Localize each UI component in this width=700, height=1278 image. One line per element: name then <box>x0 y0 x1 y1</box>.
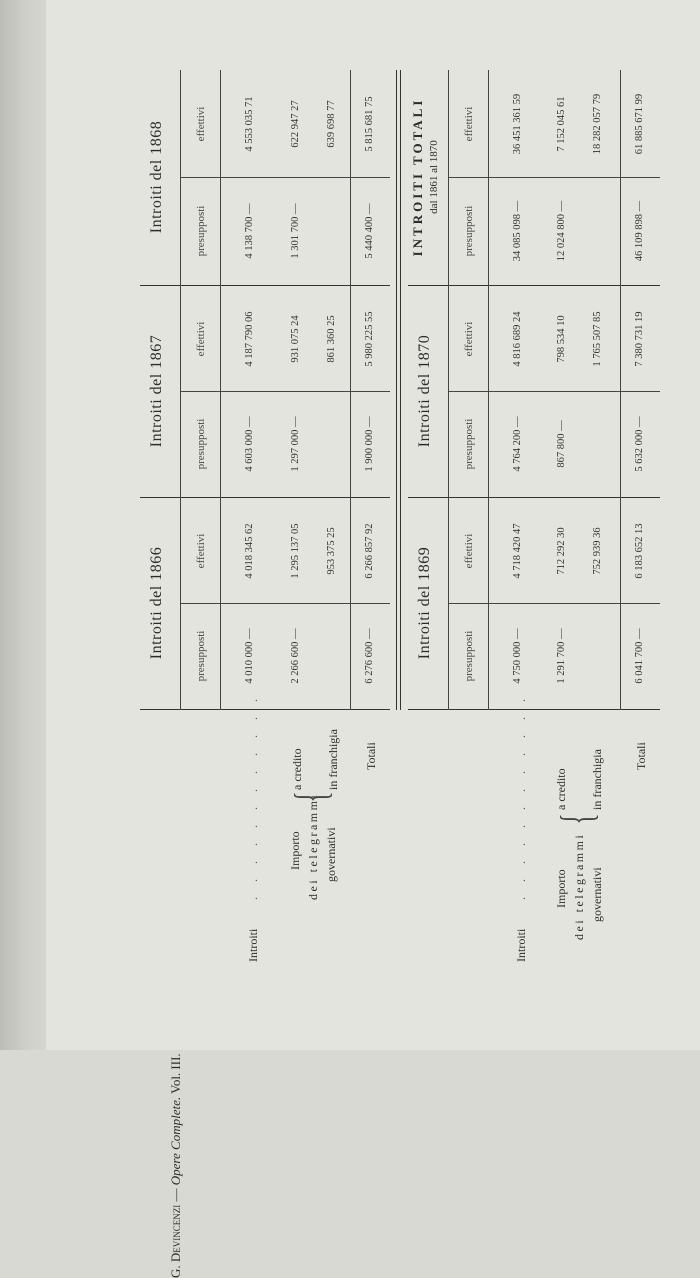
cell-introiti-presupposti: 4 138 700 — <box>244 203 255 259</box>
group-subtitle: dal 1861 al 1870 <box>428 140 440 214</box>
subheader-presupposti: presupposti <box>463 630 475 682</box>
cell-credito-presupposti: 1 297 000 — <box>290 416 301 472</box>
table-separator <box>396 70 401 710</box>
cell-totali-effettivi: 61 885 671 99 <box>634 93 645 155</box>
cell-credito-effettivi: 712 292 30 <box>556 527 567 575</box>
label-governativi: governativi <box>324 827 338 882</box>
subheader-rule <box>220 70 221 710</box>
subheader-presupposti: presupposti <box>463 205 475 257</box>
cell-totali-effettivi: 5 815 681 75 <box>364 96 375 152</box>
label-totali: Totali <box>634 742 648 770</box>
subheader-rule <box>488 70 489 710</box>
cell-totali-effettivi: 6 266 857 92 <box>364 523 375 579</box>
footer-dash: — <box>168 1188 183 1202</box>
cell-franchigia-effettivi: 1 765 507 85 <box>592 311 603 367</box>
label-in-franchigia: in franchigia <box>326 729 340 790</box>
cell-introiti-effettivi: 4 553 035 71 <box>244 96 255 152</box>
cell-totali-presupposti: 46 109 898 — <box>634 200 645 262</box>
subheader-effettivi: effettivi <box>195 533 207 569</box>
group-title: Introiti del 1868 <box>148 120 165 234</box>
subheader-effettivi: effettivi <box>463 106 475 142</box>
cell-franchigia-effettivi: 752 939 36 <box>592 527 603 575</box>
cell-franchigia-effettivi: 18 282 057 79 <box>592 93 603 155</box>
brace-icon: { <box>285 791 336 803</box>
cell-totali-presupposti: 5 440 400 — <box>364 203 375 259</box>
group-title: INTROITI TOTALI <box>410 97 425 257</box>
cell-credito-presupposti: 867 800 — <box>556 420 567 468</box>
label-a-credito: a credito <box>554 768 568 810</box>
cell-introiti-effettivi: 36 451 361 59 <box>512 93 523 155</box>
cell-introiti-effettivi: 4 187 790 06 <box>244 311 255 367</box>
subheader-presupposti: presupposti <box>195 418 207 470</box>
cell-credito-presupposti: 12 024 800 — <box>556 200 567 262</box>
cell-credito-effettivi: 7 152 045 61 <box>556 96 567 152</box>
label-importo: Importo <box>554 869 568 908</box>
group-title: Introiti del 1866 <box>148 546 165 660</box>
group-title: Introiti del 1870 <box>416 334 433 448</box>
cell-franchigia-effettivi: 861 360 25 <box>326 315 337 363</box>
label-introiti: Introiti <box>246 928 260 962</box>
leader-dots: . . . . . . . . . . . . <box>514 693 528 900</box>
header-rule <box>180 70 181 710</box>
rotated-table-area <box>140 70 660 970</box>
group-title: Introiti del 1867 <box>148 334 165 448</box>
label-totali: Totali <box>364 742 378 770</box>
cell-credito-presupposti: 1 301 700 — <box>290 203 301 259</box>
subheader-effettivi: effettivi <box>195 106 207 142</box>
label-governativi: governativi <box>590 867 604 922</box>
footer-volume: Vol. III. <box>168 1053 183 1094</box>
cell-totali-presupposti: 5 632 000 — <box>634 416 645 472</box>
cell-totali-effettivi: 7 380 731 19 <box>634 311 645 367</box>
row-labels <box>140 693 390 970</box>
header-rule <box>448 70 449 710</box>
cell-franchigia-effettivi: 639 698 77 <box>326 100 337 148</box>
cell-totali-effettivi: 5 980 225 55 <box>364 311 375 367</box>
group-title: Introiti del 1869 <box>416 546 433 660</box>
cell-credito-effettivi: 798 534 10 <box>556 315 567 363</box>
cell-introiti-effettivi: 4 718 420 47 <box>512 523 523 579</box>
cell-credito-effettivi: 931 075 24 <box>290 315 301 363</box>
subheader-effettivi: effettivi <box>463 533 475 569</box>
cell-credito-presupposti: 1 291 700 — <box>556 628 567 684</box>
subheader-presupposti: presupposti <box>463 418 475 470</box>
cell-totali-presupposti: 6 041 700 — <box>634 628 645 684</box>
cell-totali-presupposti: 1 900 000 — <box>364 416 375 472</box>
leader-dots: . . . . . . . . . . . . <box>246 693 260 900</box>
label-in-franchigia: in franchigia <box>590 749 604 810</box>
footer-author: G. Devincenzi <box>168 1204 183 1278</box>
cell-credito-presupposti: 2 266 600 — <box>290 628 301 684</box>
label-introiti: Introiti <box>514 928 528 962</box>
label-dei-telegrammi: dei telegrammi <box>572 832 586 940</box>
cell-totali-presupposti: 6 276 600 — <box>364 628 375 684</box>
totals-rule <box>620 70 621 710</box>
footer-work: Opere Complete. <box>168 1096 183 1186</box>
subheader-presupposti: presupposti <box>195 630 207 682</box>
subheader-presupposti: presupposti <box>195 205 207 257</box>
subheader-effettivi: effettivi <box>463 321 475 357</box>
label-importo: Importo <box>288 831 302 870</box>
row-labels <box>408 693 660 970</box>
cell-franchigia-effettivi: 953 375 25 <box>326 527 337 575</box>
cell-introiti-presupposti: 34 085 098 — <box>512 200 523 262</box>
brace-icon: { <box>551 813 602 825</box>
cell-introiti-presupposti: 4 010 000 — <box>244 628 255 684</box>
cell-introiti-effettivi: 4 018 345 62 <box>244 523 255 579</box>
cell-introiti-effettivi: 4 816 689 24 <box>512 311 523 367</box>
cell-introiti-presupposti: 4 764 200 — <box>512 416 523 472</box>
book-gutter <box>0 0 46 1050</box>
cell-credito-effettivi: 622 947 27 <box>290 100 301 148</box>
cell-introiti-presupposti: 4 603 000 — <box>244 416 255 472</box>
label-a-credito: a credito <box>290 748 304 790</box>
totals-rule <box>350 70 351 710</box>
cell-introiti-presupposti: 4 750 000 — <box>512 628 523 684</box>
label-dei-telegrammi: dei telegrammi <box>306 792 320 900</box>
table-1866-1868 <box>140 70 390 970</box>
table-1869-totali <box>408 70 660 970</box>
cell-totali-effettivi: 6 183 652 13 <box>634 523 645 579</box>
subheader-effettivi: effettivi <box>195 321 207 357</box>
cell-credito-effettivi: 1 295 137 05 <box>290 523 301 579</box>
